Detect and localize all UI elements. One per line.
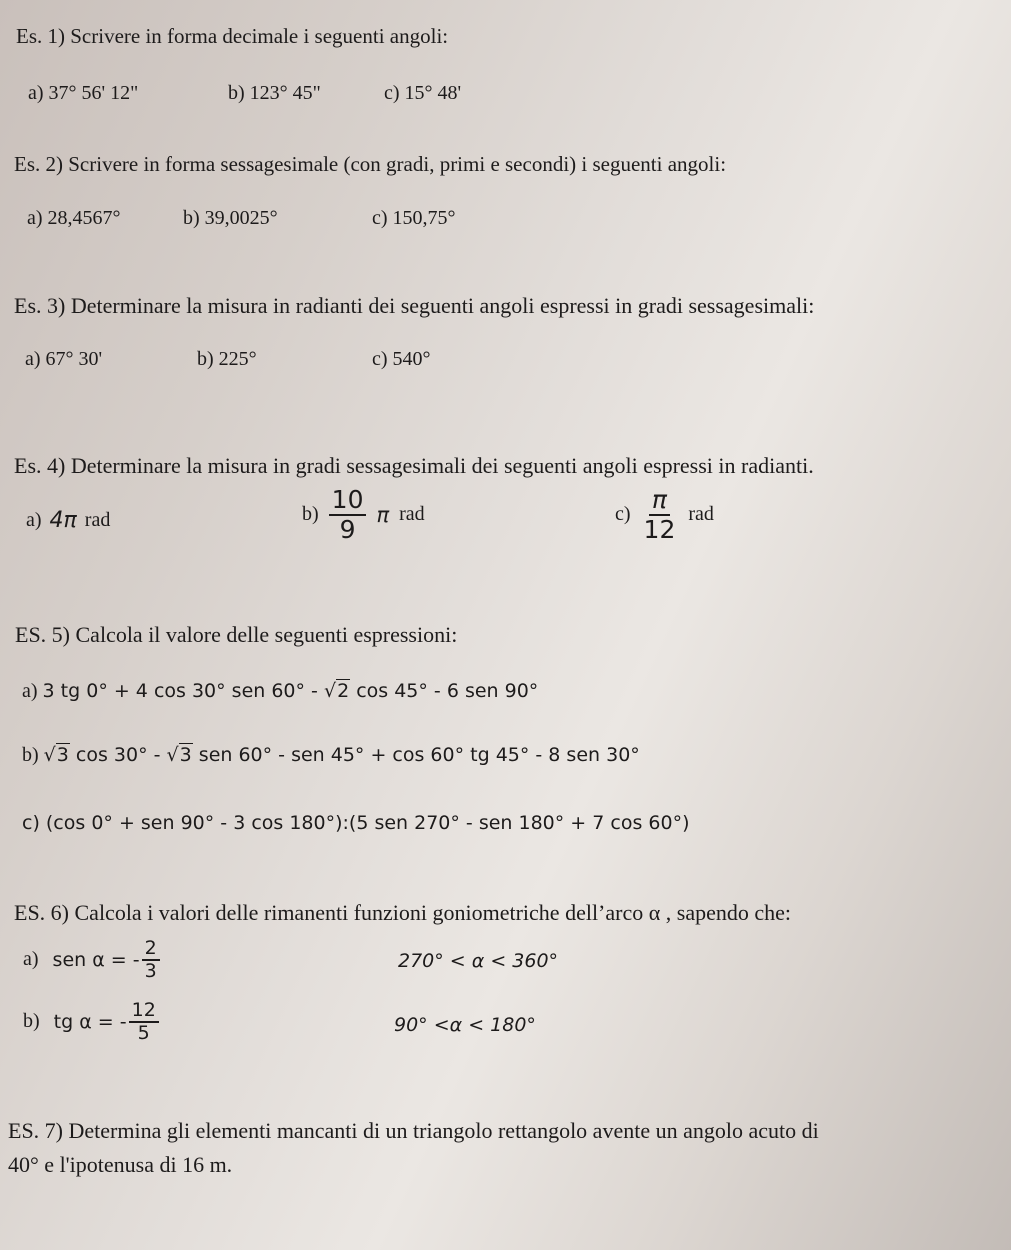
es1-item-a: a) 37° 56' 12" [28, 82, 139, 104]
es6-a-numerator: 2 [142, 938, 160, 961]
es4-item-c [615, 486, 714, 543]
sqrt-icon: √ [43, 744, 56, 766]
es4-c-numerator: π [649, 486, 670, 516]
es2-item-a: a) 28,4567° [27, 207, 121, 229]
es5-b-label: b) [22, 744, 39, 766]
es5-a-label: a) [22, 680, 38, 702]
sqrt-icon: √ [323, 680, 337, 702]
es5-b-radicand-1: 3 [56, 744, 69, 766]
es5-item-b [22, 744, 640, 767]
es4-c-fraction [641, 486, 679, 543]
es4-b-fraction [329, 486, 367, 543]
es2-item-c: c) 150,75° [372, 207, 456, 229]
es4-b-unit: rad [399, 503, 425, 525]
es5-item-a [22, 680, 538, 703]
es2-title: Es. 2) Scrivere in forma sessagesimale (con gradi, primi e secondi) i seguenti angoli: [14, 152, 727, 176]
es5-b-sqrt-2 [167, 744, 193, 766]
es5-b-radicand-2: 3 [179, 744, 192, 766]
es6-b-fraction [129, 1000, 159, 1044]
es5-b-expr-end: sen 60° - sen 45° + cos 60° tg 45° - 8 sen 30° [192, 744, 640, 766]
es5-item-c: c) (cos 0° + sen 90° - 3 cos 180°):(5 sen 270° - sen 180° + 7 cos 60°) [22, 812, 690, 834]
es6-b-numerator: 12 [129, 1000, 159, 1023]
es6-a-expr: sen α = - [52, 948, 140, 971]
es5-a-expr-start: 3 tg 0° + 4 cos 30° sen 60° - [42, 680, 324, 702]
es6-b-label: b) [23, 1010, 40, 1033]
es3-item-a: a) 67° 30' [25, 348, 103, 370]
es6-item-b [23, 1000, 163, 1044]
es3-title: Es. 3) Determinare la misura in radianti dei seguenti angoli espressi in gradi sessagesimali: [14, 293, 815, 318]
es7-line-1: ES. 7) Determina gli elementi mancanti di un triangolo rettangolo avente un angolo acuto di [8, 1118, 819, 1143]
es6-b-expr: tg α = - [53, 1010, 127, 1033]
es4-b-denominator: 9 [339, 514, 356, 544]
es1-title: Es. 1) Scrivere in forma decimale i seguenti angoli: [16, 24, 449, 48]
es4-b-label: b) [302, 503, 319, 525]
es4-c-label: c) [615, 503, 631, 525]
es1-item-c: c) 15° 48' [384, 82, 462, 104]
es4-a-unit: rad [84, 509, 111, 531]
es4-item-a [26, 508, 110, 533]
es4-b-pi: π [376, 502, 390, 527]
es5-b-expr-mid: cos 30° - [69, 744, 167, 766]
es4-c-unit: rad [688, 503, 714, 525]
es4-a-value: 4π [49, 508, 77, 533]
es6-b-range: 90° <α < 180° [394, 1014, 536, 1036]
es4-title: Es. 4) Determinare la misura in gradi sessagesimali dei seguenti angoli espressi in radianti. [14, 453, 814, 478]
es5-a-radicand: 2 [337, 680, 350, 702]
es5-a-sqrt [324, 680, 350, 702]
es4-item-b [302, 486, 425, 543]
es2-item-b: b) 39,0025° [183, 207, 278, 229]
es6-title: ES. 6) Calcola i valori delle rimanenti funzioni goniometriche dell’arco α , sapendo che: [14, 900, 791, 925]
es3-item-b: b) 225° [197, 348, 257, 370]
es3-item-c: c) 540° [372, 348, 431, 370]
es6-item-a [23, 938, 164, 982]
es6-a-label: a) [23, 948, 39, 971]
es5-title: ES. 5) Calcola il valore delle seguenti espressioni: [15, 622, 458, 647]
es4-c-denominator: 12 [643, 514, 676, 544]
es5-b-sqrt-1 [44, 744, 70, 766]
es6-b-denominator: 5 [137, 1021, 150, 1044]
es6-a-range: 270° < α < 360° [398, 950, 559, 972]
es6-a-fraction [142, 938, 160, 982]
es4-b-numerator: 10 [329, 486, 367, 516]
es4-a-label: a) [26, 509, 42, 531]
es6-a-denominator: 3 [144, 959, 157, 982]
es5-a-expr-end: cos 45° - 6 sen 90° [350, 680, 539, 702]
es7-line-2: 40° e l'ipotenusa di 16 m. [8, 1152, 233, 1177]
sqrt-icon: √ [166, 744, 179, 766]
es1-item-b: b) 123° 45" [228, 82, 321, 104]
